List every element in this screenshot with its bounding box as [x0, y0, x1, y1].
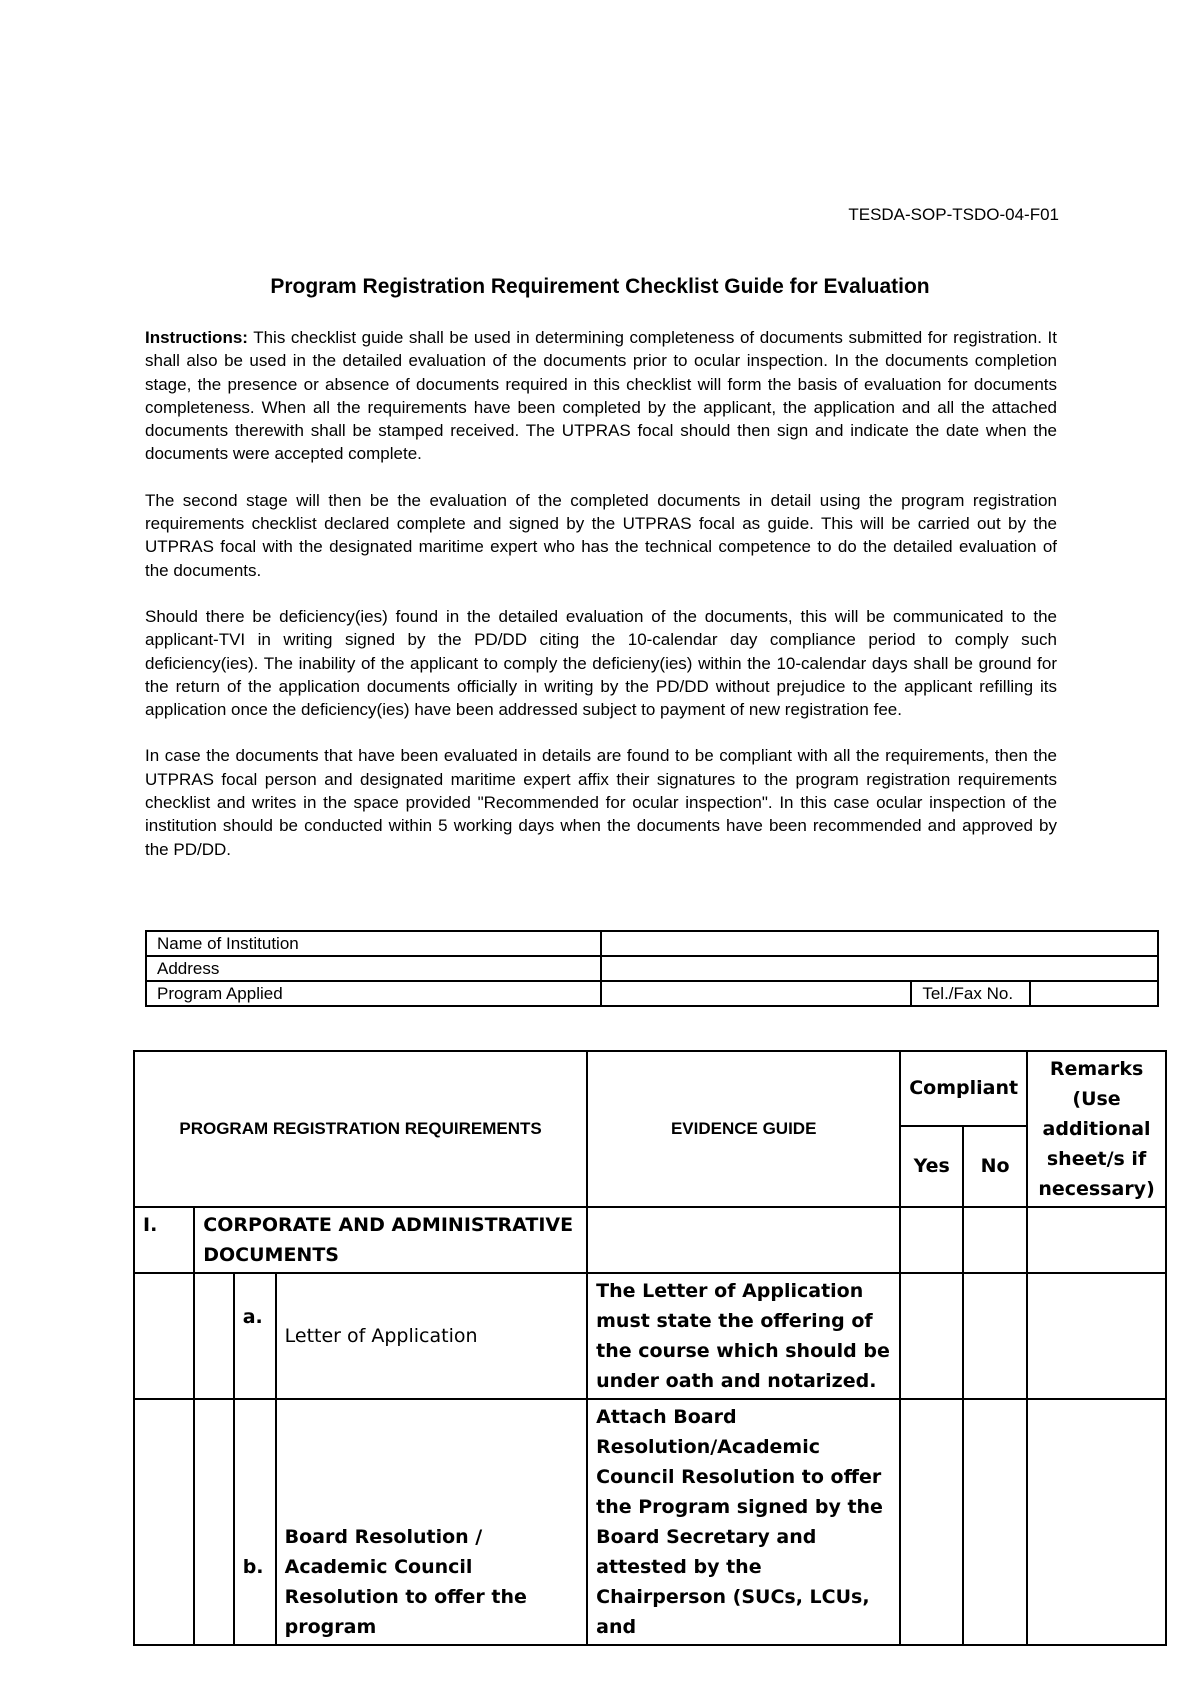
- empty-cell: [134, 1399, 194, 1645]
- row-evidence: Attach Board Resolution/Academic Council Resolution to offer the Program signed by the Board Secretary and attested by the Chairperson (SUCs, LCUs, and: [587, 1399, 900, 1645]
- row-no-checkbox[interactable]: [963, 1399, 1027, 1645]
- evidence-header: EVIDENCE GUIDE: [587, 1051, 900, 1207]
- requirements-table: [133, 1050, 1167, 1646]
- row-letter: b.: [234, 1399, 276, 1645]
- header-row-top: [134, 1051, 1166, 1126]
- telfax-label: Tel./Fax No.: [911, 981, 1030, 1006]
- row-requirement: Board Resolution / Academic Council Resolution to offer the program: [276, 1399, 588, 1645]
- empty-cell: [194, 1399, 233, 1645]
- instructions-label: Instructions:: [145, 328, 248, 347]
- yes-header: Yes: [900, 1126, 963, 1207]
- row-requirement: Letter of Application: [276, 1273, 588, 1399]
- section-yes-checkbox[interactable]: [900, 1207, 963, 1273]
- remarks-header: Remarks (Use additional sheet/s if necessary): [1027, 1051, 1166, 1207]
- instructions-text: This checklist guide shall be used in determining completeness of documents submitted for registration. It shall also be used in the detailed evaluation of the documents prior to ocular inspection. In the documents completion stage, the presence or absence of documents required in this checklist will form the basis of evaluation for documents completeness. When all the requirements have been completed by the applicant, the application and all the attached documents therewith shall be stamped received. The UTPRAS focal should then sign and indicate the date when the documents were accepted complete.: [145, 328, 1057, 464]
- program-label: Program Applied: [146, 981, 601, 1006]
- no-header: No: [963, 1126, 1027, 1207]
- row-yes-checkbox[interactable]: [900, 1399, 963, 1645]
- deficiency-paragraph: Should there be deficiency(ies) found in the detailed evaluation of the documents, this will be communicated to the applicant-TVI in writing signed by the PD/DD citing the 10-calendar day compliance period to comply such deficiency(ies). The inability of the applicant to comply the deficieny(ies) within the 10-calendar days shall be ground for the return of the application documents officially in writing by the PD/DD without prejudice to the applicant refilling its application once the deficiency(ies) have been addressed subject to payment of new registration fee.: [145, 606, 1057, 720]
- institution-value-field[interactable]: [601, 931, 1158, 956]
- row-evidence: The Letter of Application must state the offering of the course which should be under oath and notarized.: [587, 1273, 900, 1399]
- instructions-block: [145, 326, 1057, 884]
- row-yes-checkbox[interactable]: [900, 1273, 963, 1399]
- section-evidence-cell: [587, 1207, 900, 1273]
- program-value-field[interactable]: [601, 981, 911, 1006]
- second-stage-paragraph: The second stage will then be the evaluation of the completed documents in detail using the program registration requirements checklist declared complete and signed by the UTPRAS focal as guide. This will be carried out by the UTPRAS focal with the designated maritime expert who has the technical competence to do the detailed evaluation of the documents.: [145, 490, 1057, 580]
- empty-cell: [194, 1273, 233, 1399]
- table-row: [134, 1273, 1166, 1399]
- table-row: [134, 1399, 1166, 1645]
- program-row: [146, 981, 1158, 1006]
- institution-row: [146, 931, 1158, 956]
- section-remarks-field[interactable]: [1027, 1207, 1166, 1273]
- institution-label: Name of Institution: [146, 931, 601, 956]
- row-remarks-field[interactable]: [1027, 1399, 1166, 1645]
- row-remarks-field[interactable]: [1027, 1273, 1166, 1399]
- document-reference-code: TESDA-SOP-TSDO-04-F01: [848, 205, 1059, 224]
- address-label: Address: [146, 956, 601, 981]
- section-row: [134, 1207, 1166, 1273]
- row-no-checkbox[interactable]: [963, 1273, 1027, 1399]
- empty-cell: [134, 1273, 194, 1399]
- document-title: Program Registration Requirement Checklist Guide for Evaluation: [270, 275, 930, 298]
- institution-info-table: [145, 930, 1159, 1007]
- telfax-value-field[interactable]: [1030, 981, 1158, 1006]
- address-value-field[interactable]: [601, 956, 1158, 981]
- compliance-paragraph: In case the documents that have been evaluated in details are found to be compliant with all the requirements, then the UTPRAS focal person and designated maritime expert affix their signatures to the program registration requirements checklist and writes in the space provided "Recommended for ocular inspection". In this case ocular inspection of the institution should be conducted within 5 working days when the documents have been recommended and approved by the PD/DD.: [145, 746, 1057, 859]
- section-title: CORPORATE AND ADMINISTRATIVE DOCUMENTS: [194, 1207, 587, 1273]
- row-letter: a.: [234, 1273, 276, 1399]
- section-no-checkbox[interactable]: [963, 1207, 1027, 1273]
- instructions-paragraph: [145, 326, 1057, 466]
- compliant-header: Compliant: [900, 1051, 1027, 1126]
- requirements-header: PROGRAM REGISTRATION REQUIREMENTS: [134, 1051, 587, 1207]
- section-number: I.: [134, 1207, 194, 1273]
- address-row: [146, 956, 1158, 981]
